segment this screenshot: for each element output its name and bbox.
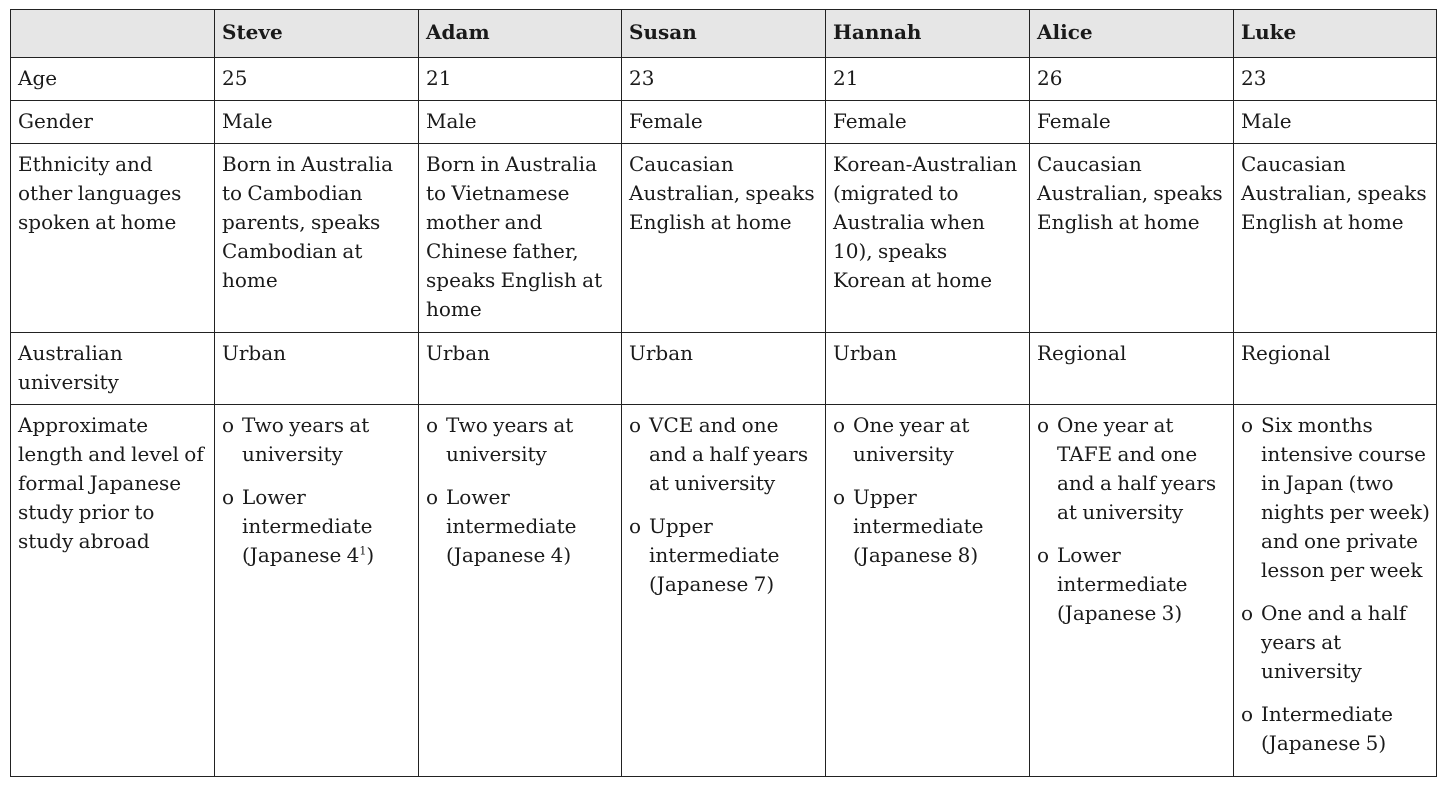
study-list-item — [629, 411, 819, 498]
gender-cell: Male — [1234, 101, 1437, 144]
bullet-icon: o — [1241, 413, 1254, 437]
bullet-icon: o — [1241, 601, 1254, 625]
row-label-university: Australian university — [11, 333, 215, 405]
bullet-icon: o — [629, 514, 642, 538]
gender-cell: Female — [1030, 101, 1234, 144]
header-row — [11, 10, 1437, 58]
study-list-item — [1241, 599, 1430, 686]
bullet-icon: o — [833, 413, 846, 437]
age-cell: 23 — [622, 58, 826, 101]
study-list-item — [222, 483, 412, 570]
study-list — [1037, 411, 1227, 628]
study-item-text: One and a half years at university — [1261, 601, 1407, 683]
study-cell — [826, 405, 1030, 777]
study-list — [222, 411, 412, 570]
row-label-age: Age — [11, 58, 215, 101]
header-participant: Susan — [622, 10, 826, 58]
gender-cell: Female — [826, 101, 1030, 144]
table-row-university — [11, 333, 1437, 405]
study-list-item — [1241, 411, 1430, 585]
row-label-gender: Gender — [11, 101, 215, 144]
gender-cell: Male — [419, 101, 622, 144]
bullet-icon: o — [426, 485, 439, 509]
university-cell: Urban — [826, 333, 1030, 405]
study-item-text: Lower intermediate (Japanese 4$^1$) — [242, 485, 375, 567]
ethnicity-cell: Caucasian Australian, speaks English at home — [1234, 144, 1437, 333]
study-cell — [1030, 405, 1234, 777]
bullet-icon: o — [833, 485, 846, 509]
study-list-item — [426, 483, 615, 570]
table-row-age — [11, 58, 1437, 101]
bullet-icon: o — [426, 413, 439, 437]
study-list-item — [1037, 411, 1227, 527]
study-list-item — [1241, 700, 1430, 758]
study-list-item — [629, 512, 819, 599]
header-corner-cell — [11, 10, 215, 58]
study-item-text: Two years at university — [242, 413, 370, 466]
row-label-ethnicity: Ethnicity and other languages spoken at home — [11, 144, 215, 333]
study-list — [426, 411, 615, 570]
gender-cell: Female — [622, 101, 826, 144]
age-cell: 21 — [826, 58, 1030, 101]
study-cell — [622, 405, 826, 777]
header-participant: Luke — [1234, 10, 1437, 58]
ethnicity-cell: Born in Australia to Vietnamese mother and Chinese father, speaks English at home — [419, 144, 622, 333]
bullet-icon: o — [1241, 702, 1254, 726]
participants-table — [10, 9, 1437, 777]
ethnicity-cell: Caucasian Australian, speaks English at home — [622, 144, 826, 333]
study-cell — [419, 405, 622, 777]
header-participant: Alice — [1030, 10, 1234, 58]
age-cell: 23 — [1234, 58, 1437, 101]
university-cell: Regional — [1234, 333, 1437, 405]
study-list-item — [222, 411, 412, 469]
header-participant: Adam — [419, 10, 622, 58]
ethnicity-cell: Korean-Australian (migrated to Australia when 10), speaks Korean at home — [826, 144, 1030, 333]
table-row-study — [11, 405, 1437, 777]
bullet-icon: o — [629, 413, 642, 437]
university-cell: Urban — [419, 333, 622, 405]
study-list — [1241, 411, 1430, 758]
study-list — [833, 411, 1023, 570]
age-cell: 25 — [215, 58, 419, 101]
study-item-text: Two years at university — [446, 413, 574, 466]
ethnicity-cell: Born in Australia to Cambodian parents, speaks Cambodian at home — [215, 144, 419, 333]
table-row-ethnicity — [11, 144, 1437, 333]
study-list-item — [1037, 541, 1227, 628]
age-cell: 21 — [419, 58, 622, 101]
study-item-text: One year at TAFE and one and a half years at university — [1057, 413, 1217, 524]
age-cell: 26 — [1030, 58, 1234, 101]
bullet-icon: o — [1037, 413, 1050, 437]
study-item-text: Upper intermediate (Japanese 8) — [853, 485, 984, 567]
header-participant: Steve — [215, 10, 419, 58]
university-cell: Urban — [622, 333, 826, 405]
study-list-item — [833, 483, 1023, 570]
footnote-marker: 1 — [359, 544, 367, 558]
study-item-text: Lower intermediate (Japanese 4) — [446, 485, 577, 567]
study-item-text: VCE and one and a half years at university — [649, 413, 809, 495]
bullet-icon: o — [222, 413, 235, 437]
bullet-icon: o — [1037, 543, 1050, 567]
bullet-icon: o — [222, 485, 235, 509]
table-row-gender — [11, 101, 1437, 144]
university-cell: Urban — [215, 333, 419, 405]
gender-cell: Male — [215, 101, 419, 144]
ethnicity-cell: Caucasian Australian, speaks English at home — [1030, 144, 1234, 333]
study-cell — [215, 405, 419, 777]
university-cell: Regional — [1030, 333, 1234, 405]
study-item-text: One year at university — [853, 413, 970, 466]
study-list-item — [426, 411, 615, 469]
row-label-study: Approximate length and level of formal Japanese study prior to study abroad — [11, 405, 215, 777]
study-list — [629, 411, 819, 599]
header-participant: Hannah — [826, 10, 1030, 58]
study-item-text: Upper intermediate (Japanese 7) — [649, 514, 780, 596]
study-item-text: Lower intermediate (Japanese 3) — [1057, 543, 1188, 625]
study-item-text: Six months intensive course in Japan (two nights per week) and one private lesson per week — [1261, 413, 1430, 582]
study-item-text: Intermediate (Japanese 5) — [1261, 702, 1394, 755]
study-cell — [1234, 405, 1437, 777]
study-list-item — [833, 411, 1023, 469]
